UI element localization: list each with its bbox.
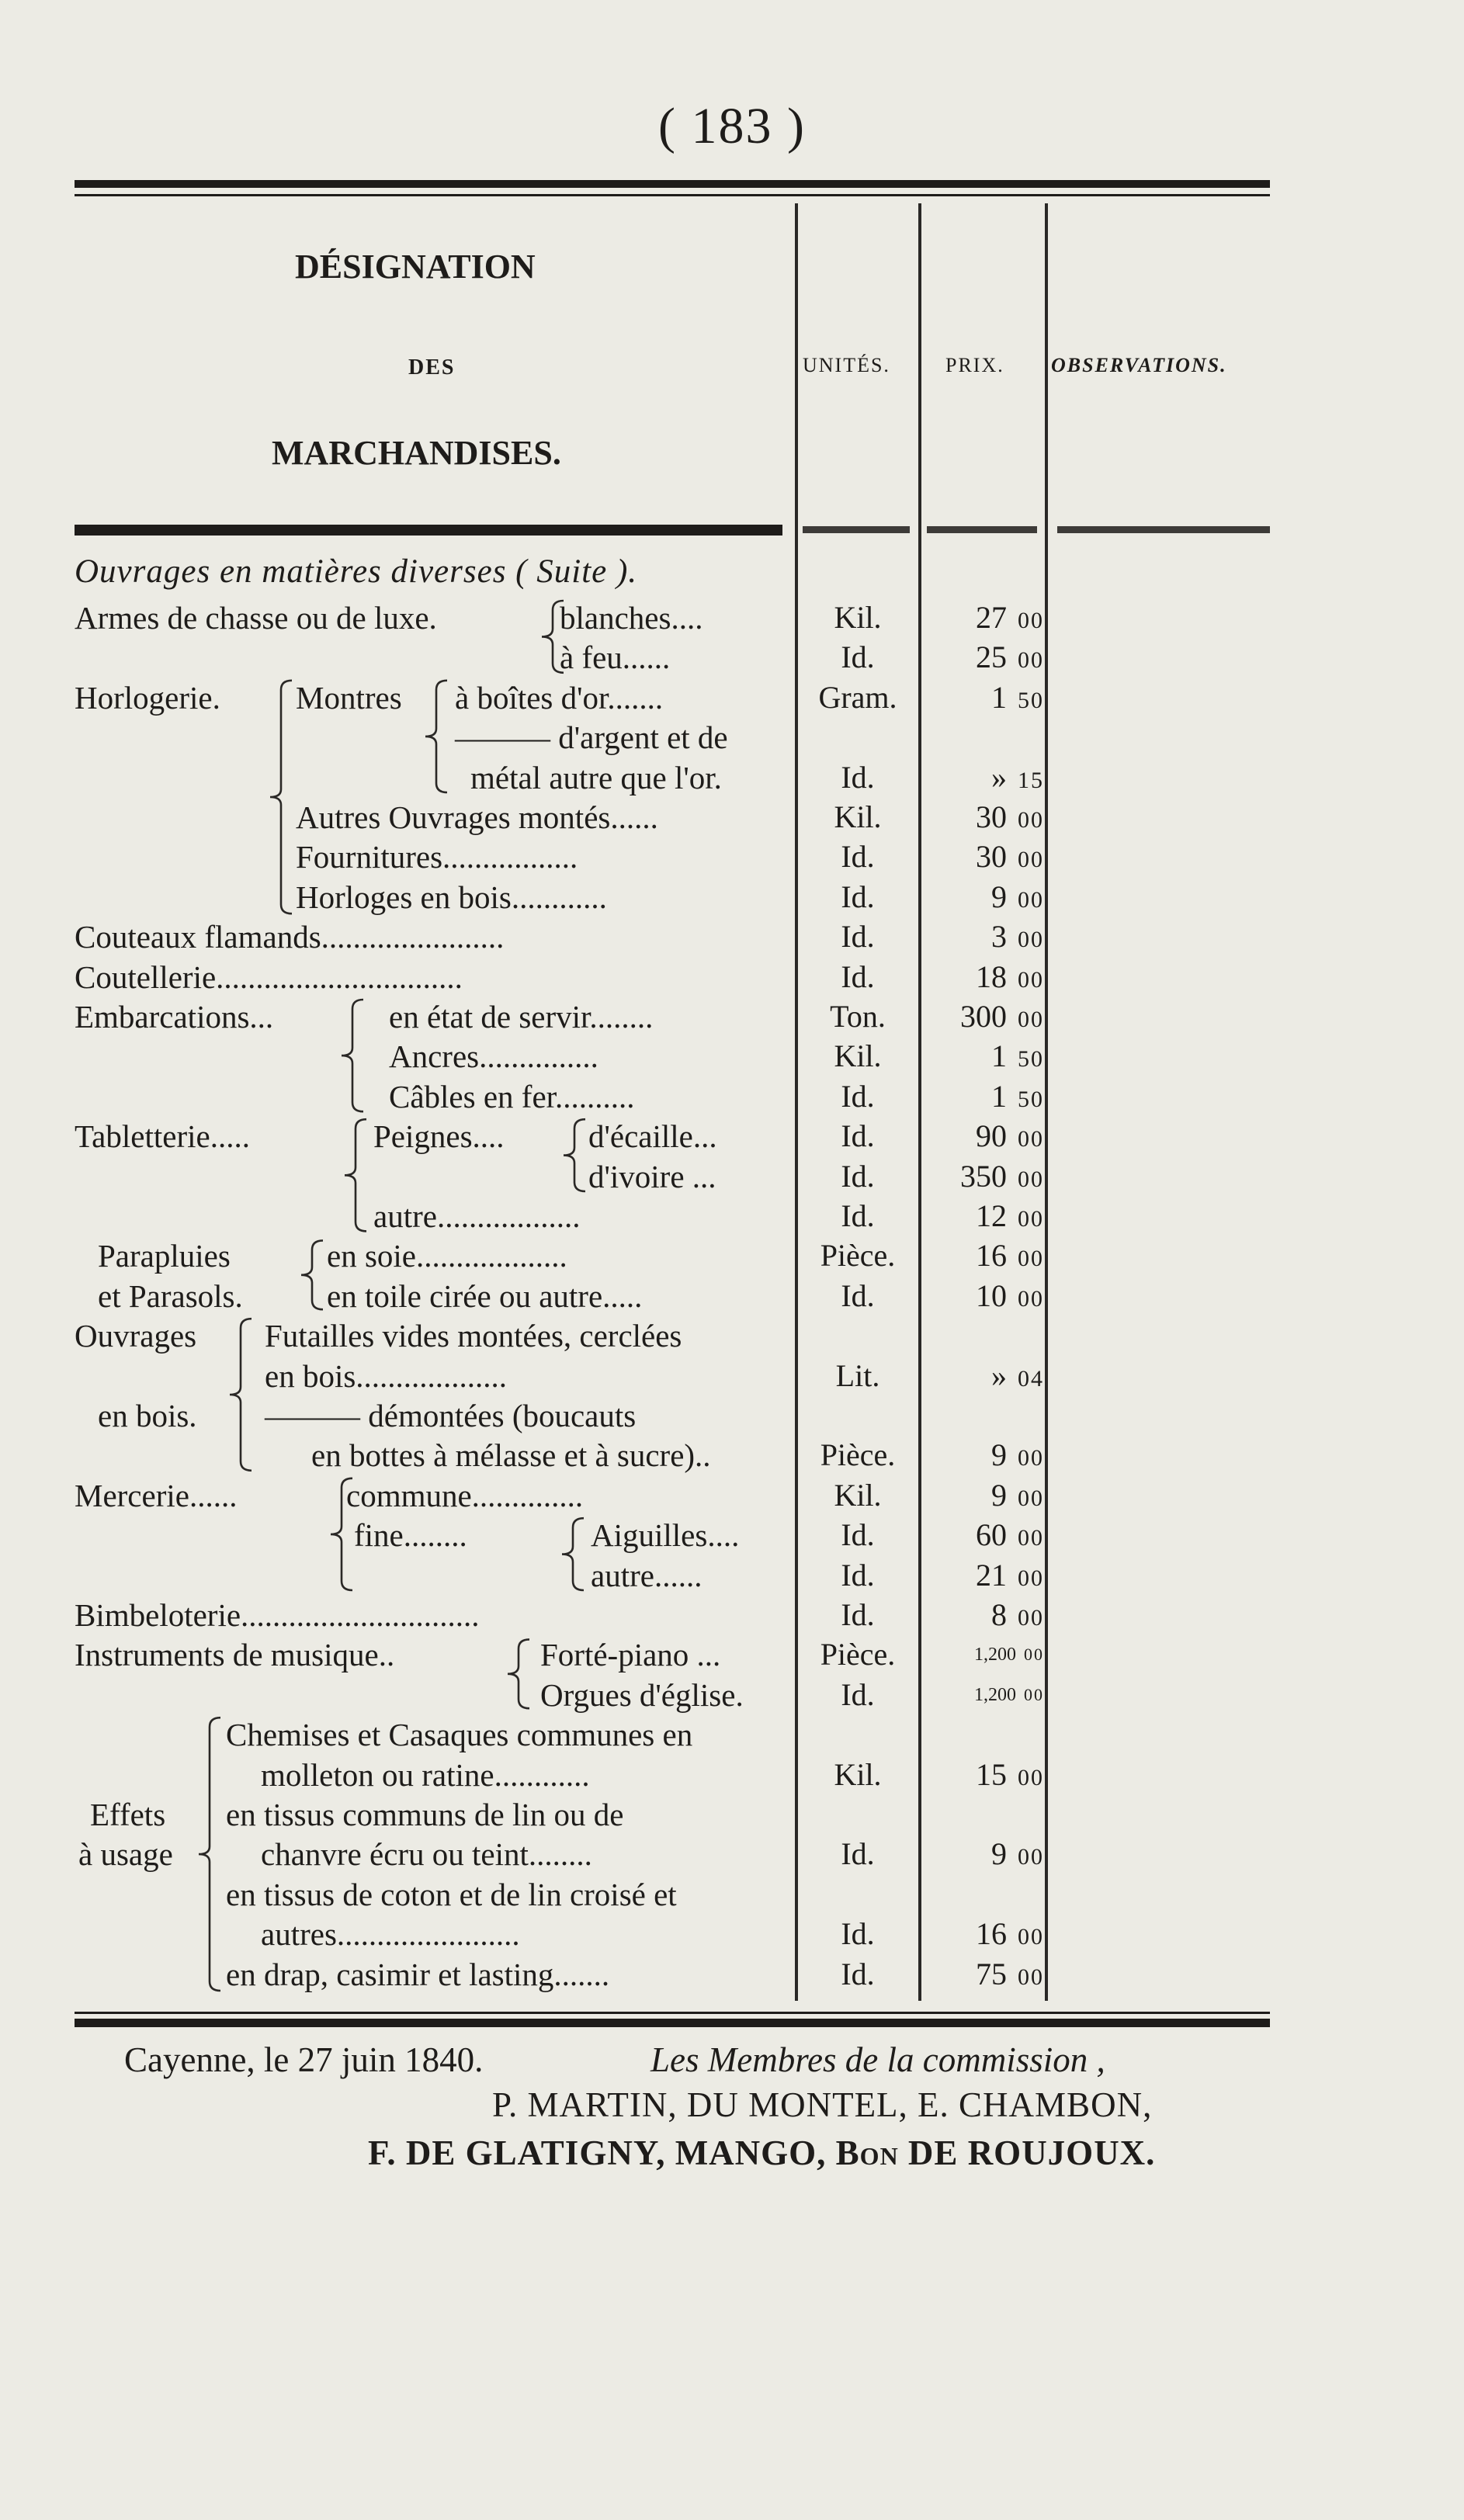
- table-row: [75, 1475, 1270, 1516]
- table-row: [75, 1315, 1270, 1356]
- item-label: Couteaux flamands.......................: [75, 919, 505, 955]
- unit-cell: Id.: [841, 1916, 875, 1952]
- price-units: 10: [976, 1277, 1007, 1313]
- header-rule-observations: [1057, 526, 1270, 533]
- price-cell: [924, 1954, 1044, 1998]
- header-marchandises: MARCHANDISES.: [272, 434, 561, 472]
- section-title: Ouvrages en matières diverses ( Suite ).: [75, 553, 638, 590]
- group-label: Ouvrages: [75, 1318, 197, 1354]
- price-cell: [924, 917, 1044, 960]
- price-units: 1: [991, 679, 1007, 715]
- price-cents: 15: [1018, 767, 1044, 793]
- bottom-rule-thin: [75, 2012, 1270, 2014]
- price-units: 16: [976, 1916, 1007, 1952]
- price-cell: [924, 1755, 1044, 1798]
- unit-cell: Kil.: [834, 799, 882, 834]
- unit-cell: Id.: [841, 958, 875, 994]
- price-cell: [924, 1634, 1044, 1675]
- item-detail: Câbles en fer..........: [389, 1078, 635, 1114]
- item-detail: en soie...................: [327, 1238, 567, 1274]
- price-cents: 00: [1018, 1764, 1044, 1790]
- price-cell: [924, 1914, 1044, 1957]
- price-cents: 50: [1018, 687, 1044, 713]
- price-cents: 00: [1018, 1605, 1044, 1631]
- table-row: [75, 1714, 1270, 1755]
- item-detail: ——— démontées (boucauts: [265, 1398, 637, 1433]
- price-cents: 00: [1018, 608, 1044, 633]
- item-detail: Ancres...............: [389, 1038, 598, 1075]
- item-detail: Fournitures.................: [296, 839, 578, 875]
- table-row: [75, 717, 1270, 757]
- price-cents: 00: [1024, 1684, 1044, 1704]
- price-cents: 04: [1018, 1365, 1044, 1392]
- price-cents: 00: [1018, 847, 1044, 873]
- group-label: Horlogerie.: [75, 679, 220, 716]
- item-detail: autre..................: [373, 1198, 581, 1234]
- unit-cell: Id.: [841, 759, 875, 795]
- price-units: 27: [976, 600, 1007, 635]
- price-units: 1: [991, 1078, 1007, 1114]
- price-units: 350: [960, 1158, 1007, 1194]
- header-designation: DÉSIGNATION: [295, 248, 536, 286]
- table-row: [75, 917, 1270, 957]
- table-row: [75, 757, 1270, 798]
- item-detail: Autres Ouvrages montés......: [296, 799, 658, 835]
- price-units: 3: [991, 919, 1007, 955]
- header-price: PRIX.: [945, 354, 1004, 376]
- price-units: 9: [991, 1437, 1007, 1473]
- price-cents: 00: [1018, 927, 1044, 953]
- table-row: [75, 1156, 1270, 1197]
- table-row: [75, 997, 1270, 1037]
- table-row: [75, 797, 1270, 837]
- price-units: 15: [976, 1756, 1007, 1792]
- table-row: [75, 1196, 1270, 1236]
- price-units: 21: [976, 1557, 1007, 1593]
- bottom-rule-thick: [75, 2019, 1270, 2027]
- item-detail: ——— d'argent et de: [455, 719, 728, 756]
- group-label: en bois.: [98, 1398, 197, 1433]
- table-row: [75, 1236, 1270, 1276]
- table-row: [75, 1634, 1270, 1675]
- unit-cell: Kil.: [834, 1477, 882, 1513]
- subgroup-label: Peignes....: [373, 1118, 505, 1155]
- price-cents: 00: [1018, 647, 1044, 674]
- item-detail: Horloges en bois............: [296, 879, 607, 915]
- unit-cell: Id.: [841, 1836, 875, 1872]
- table-row: [75, 1435, 1270, 1475]
- table-row: [75, 1276, 1270, 1316]
- price-cell: [924, 1595, 1044, 1638]
- price-cell: [924, 997, 1044, 1040]
- unit-cell: Id.: [841, 1517, 875, 1553]
- subgroup-label: fine........: [354, 1517, 467, 1554]
- item-detail: en bottes à mélasse et à sucre)..: [311, 1437, 711, 1474]
- header-observations: OBSERVATIONS.: [1051, 354, 1227, 376]
- unit-cell: Id.: [841, 1158, 875, 1194]
- price-cell: [924, 837, 1044, 880]
- price-cents: 00: [1018, 1007, 1044, 1032]
- price-cents: 00: [1018, 1285, 1044, 1312]
- table-row: [75, 1755, 1270, 1795]
- price-cell: [924, 1475, 1044, 1519]
- price-cell: [924, 1156, 1044, 1200]
- item-detail: à boîtes d'or.......: [455, 679, 664, 716]
- price-units: 9: [991, 1477, 1007, 1513]
- unit-cell: Pièce.: [820, 1238, 896, 1274]
- price-cell: [924, 1276, 1044, 1319]
- table-row: [75, 1595, 1270, 1635]
- item-detail: autre......: [591, 1557, 703, 1593]
- item-label: Bimbeloterie..............................: [75, 1597, 480, 1633]
- price-cents: 00: [1018, 1964, 1044, 1990]
- unit-cell: Id.: [841, 919, 875, 955]
- price-cents: 50: [1018, 1046, 1044, 1073]
- price-units: 30: [976, 799, 1007, 834]
- table-row: [75, 1036, 1270, 1076]
- unit-cell: Id.: [841, 1078, 875, 1114]
- price-cell: [924, 637, 1044, 681]
- table-row: [75, 1116, 1270, 1156]
- price-cell: [924, 1036, 1044, 1080]
- unit-cell: Kil.: [834, 1756, 882, 1792]
- group-label: Effets: [90, 1797, 166, 1832]
- unit-cell: Gram.: [818, 679, 897, 715]
- footer-signatories-line2: F. DE GLATIGNY, MANGO, Bon DE ROUJOUX.: [368, 2134, 1156, 2172]
- top-rule-thin: [75, 194, 1270, 196]
- table-row: [75, 877, 1270, 917]
- price-units: 1: [991, 1038, 1007, 1074]
- price-units: 16: [976, 1238, 1007, 1274]
- header-units: UNITÉS.: [803, 354, 890, 376]
- table-row: [75, 1954, 1270, 1995]
- price-cents: 00: [1018, 1166, 1044, 1192]
- table-row: [75, 957, 1270, 997]
- price-cents: 00: [1018, 1924, 1044, 1950]
- item-detail: Orgues d'église.: [540, 1676, 744, 1713]
- table-row: [75, 598, 1270, 638]
- table-row: [75, 1076, 1270, 1117]
- unit-cell: Ton.: [830, 999, 886, 1034]
- footer-members-title: Les Membres de la commission ,: [650, 2040, 1105, 2079]
- item-detail: en tissus de coton et de lin croisé et: [226, 1876, 677, 1912]
- price-units: 18: [976, 958, 1007, 994]
- unit-cell: Pièce.: [820, 1437, 896, 1473]
- subgroup-label: Montres: [296, 679, 402, 716]
- header-des: DES: [408, 355, 456, 380]
- table-row: [75, 1356, 1270, 1396]
- header-rule-designation: [75, 525, 782, 536]
- price-cell: [924, 957, 1044, 1000]
- price-units: »: [991, 759, 1007, 795]
- unit-cell: Id.: [841, 1198, 875, 1233]
- table-row: [75, 1515, 1270, 1555]
- item-detail: Aiguilles....: [591, 1517, 740, 1554]
- item-detail: Chemises et Casaques communes en: [226, 1717, 693, 1753]
- footer-signatories-line1: P. MARTIN, DU MONTEL, E. CHAMBON,: [492, 2085, 1153, 2124]
- item-detail: molleton ou ratine............: [261, 1756, 590, 1793]
- price-cents: 00: [1018, 1126, 1044, 1153]
- item-detail: en drap, casimir et lasting.......: [226, 1956, 610, 1992]
- price-cents: 00: [1018, 966, 1044, 993]
- price-cents: 00: [1018, 1565, 1044, 1591]
- price-cell: [924, 757, 1044, 801]
- item-detail: Forté-piano ...: [540, 1637, 721, 1673]
- group-label: Mercerie......: [75, 1477, 238, 1513]
- price-cell: [924, 1116, 1044, 1159]
- price-units: »: [991, 1357, 1007, 1393]
- group-label: Embarcations...: [75, 999, 274, 1035]
- price-cents: 00: [1018, 886, 1044, 913]
- item-label: Instruments de musique..: [75, 1637, 395, 1673]
- price-units: 1,200: [974, 1684, 1016, 1705]
- price-cell: [924, 797, 1044, 841]
- unit-cell: Lit.: [835, 1357, 880, 1393]
- unit-cell: Id.: [841, 839, 875, 875]
- item-label: Coutellerie...............................: [75, 958, 463, 995]
- item-detail: blanches....: [560, 600, 703, 636]
- price-cell: [924, 598, 1044, 641]
- group-label: Tabletterie.....: [75, 1118, 250, 1155]
- price-cents: 00: [1018, 1246, 1044, 1272]
- unit-cell: Id.: [841, 1557, 875, 1593]
- item-detail: métal autre que l'or.: [470, 759, 722, 796]
- price-cents: 00: [1024, 1645, 1044, 1665]
- unit-cell: Id.: [841, 1118, 875, 1154]
- price-units: 30: [976, 839, 1007, 875]
- header-rule-units: [803, 526, 910, 533]
- price-cents: 00: [1018, 807, 1044, 833]
- price-cents: 00: [1018, 1445, 1044, 1471]
- item-detail: en tissus communs de lin ou de: [226, 1797, 624, 1832]
- table-row: [75, 1555, 1270, 1596]
- table-row: [75, 1395, 1270, 1436]
- price-units: 1,200: [974, 1645, 1016, 1666]
- price-cell: [924, 1356, 1044, 1399]
- unit-cell: Kil.: [834, 600, 882, 635]
- price-cell: [924, 877, 1044, 920]
- price-units: 90: [976, 1118, 1007, 1154]
- item-detail: en bois...................: [265, 1357, 508, 1394]
- price-cents: 00: [1018, 1844, 1044, 1870]
- price-cell: [924, 1236, 1044, 1279]
- table-row: [75, 1874, 1270, 1915]
- group-label: à usage: [78, 1836, 173, 1873]
- item-detail: Futailles vides montées, cerclées: [265, 1318, 682, 1354]
- price-units: 75: [976, 1956, 1007, 1991]
- unit-cell: Id.: [841, 879, 875, 914]
- price-cents: 00: [1018, 1206, 1044, 1232]
- page-number: ( 183 ): [658, 98, 806, 154]
- price-units: 300: [960, 999, 1007, 1034]
- price-cell: [924, 1076, 1044, 1120]
- unit-cell: Id.: [841, 1676, 875, 1712]
- price-units: 9: [991, 1836, 1007, 1872]
- table-row: [75, 1794, 1270, 1835]
- item-detail: d'écaille...: [588, 1118, 717, 1155]
- price-cents: 00: [1018, 1525, 1044, 1551]
- table-row: [75, 837, 1270, 877]
- unit-cell: Id.: [841, 1597, 875, 1632]
- unit-cell: Id.: [841, 640, 875, 675]
- unit-cell: Pièce.: [820, 1637, 896, 1672]
- item-detail: en état de servir........: [389, 999, 654, 1035]
- unit-cell: Id.: [841, 1277, 875, 1313]
- unit-cell: Id.: [841, 1956, 875, 1991]
- table-row: [75, 1914, 1270, 1954]
- price-units: 12: [976, 1198, 1007, 1233]
- price-units: 9: [991, 879, 1007, 914]
- footer-place-date: Cayenne, le 27 juin 1840.: [124, 2040, 484, 2079]
- table-row: [75, 678, 1270, 718]
- item-detail: autres.......................: [261, 1916, 520, 1953]
- item-detail: en toile cirée ou autre.....: [327, 1277, 643, 1314]
- top-rule-thick: [75, 180, 1270, 188]
- price-cell: [924, 1435, 1044, 1478]
- header-rule-price: [927, 526, 1037, 533]
- price-cents: 50: [1018, 1086, 1044, 1112]
- price-units: 8: [991, 1597, 1007, 1632]
- price-cell: [924, 1834, 1044, 1877]
- item-label: Armes de chasse ou de luxe.: [75, 600, 437, 636]
- table-row: [75, 1834, 1270, 1874]
- unit-cell: Kil.: [834, 1038, 882, 1074]
- price-cell: [924, 678, 1044, 721]
- price-cell: [924, 1515, 1044, 1558]
- price-units: 25: [976, 640, 1007, 675]
- price-cell: [924, 1675, 1044, 1715]
- price-units: 60: [976, 1517, 1007, 1553]
- price-cell: [924, 1196, 1044, 1239]
- item-detail: commune..............: [346, 1477, 584, 1513]
- table-row: [75, 1675, 1270, 1715]
- item-detail: chanvre écru ou teint........: [261, 1836, 592, 1873]
- price-cents: 00: [1018, 1485, 1044, 1511]
- item-detail: d'ivoire ...: [588, 1158, 716, 1194]
- group-label: et Parasols.: [98, 1277, 243, 1314]
- group-label: Parapluies: [98, 1238, 231, 1274]
- table-row: [75, 637, 1270, 678]
- item-detail: à feu......: [560, 640, 671, 676]
- price-cell: [924, 1555, 1044, 1599]
